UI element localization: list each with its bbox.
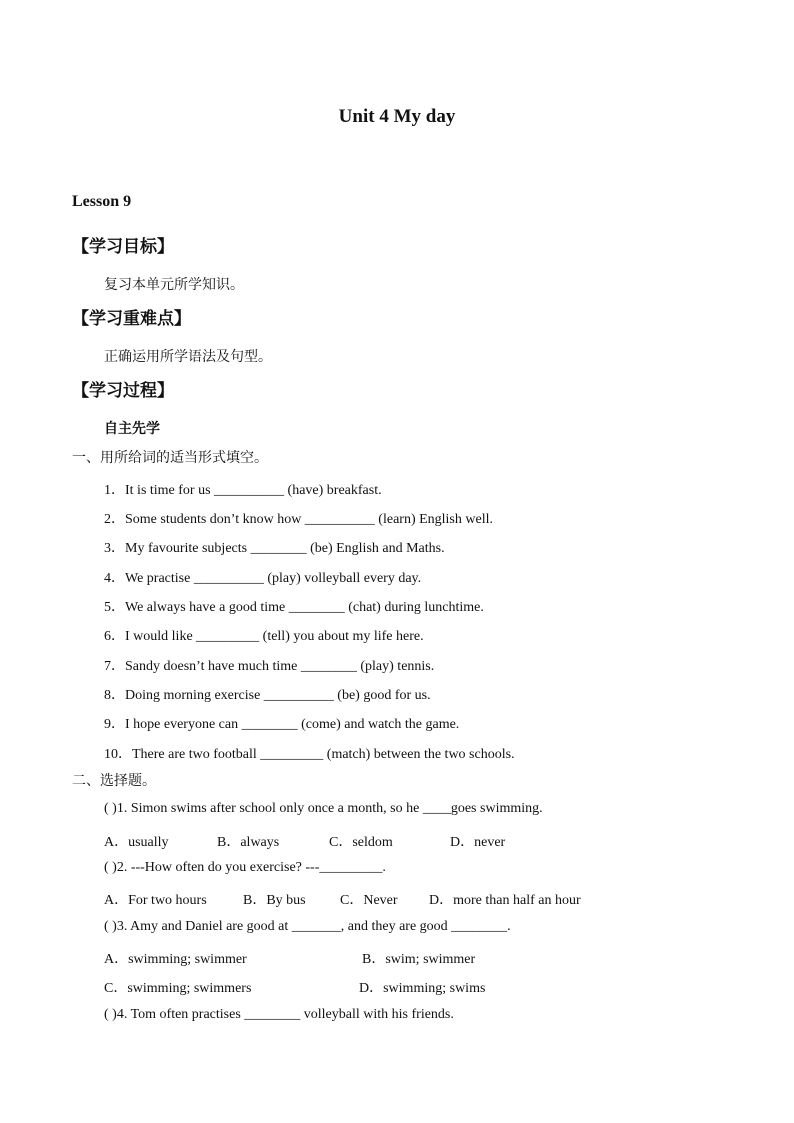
lesson-heading: Lesson 9	[72, 193, 132, 210]
fill-blank-item: 5．We always have a good time ________ (chat) during lunchtime.	[104, 600, 484, 615]
question-4: ( )4. Tom often practises ________ volleyball with his friends.	[104, 1007, 454, 1022]
self-study-heading: 自主先学	[104, 421, 160, 437]
section-heading-key-points: 【学习重难点】	[72, 309, 191, 329]
q3-option-a: A．swimming; swimmer	[104, 952, 247, 967]
fill-blank-item: 1．It is time for us __________ (have) breakfast.	[104, 483, 382, 498]
q2-option-a: A．For two hours	[104, 893, 207, 908]
fill-blank-item: 10．There are two football _________ (match) between the two schools.	[104, 747, 515, 762]
q2-option-b: B．By bus	[243, 893, 306, 908]
part1-heading: 一、用所给词的适当形式填空。	[72, 450, 268, 466]
q2-option-c: C．Never	[340, 893, 398, 908]
section-heading-process: 【学习过程】	[72, 381, 174, 401]
fill-blank-item: 7．Sandy doesn’t have much time ________ (play) tennis.	[104, 659, 435, 674]
fill-blank-item: 8．Doing morning exercise __________ (be) good for us.	[104, 688, 431, 703]
q3-option-d: D．swimming; swims	[359, 981, 486, 996]
fill-blank-item: 6．I would like _________ (tell) you about my life here.	[104, 629, 424, 644]
q1-option-c: C．seldom	[329, 835, 393, 850]
q1-option-a: A．usually	[104, 835, 169, 850]
document-title: Unit 4 My day	[338, 106, 456, 127]
question-3: ( )3. Amy and Daniel are good at _______, and they are good ________.	[104, 919, 511, 934]
q2-option-d: D．more than half an hour	[429, 893, 581, 908]
fill-blank-item: 2．Some students don’t know how __________ (learn) English well.	[104, 512, 493, 527]
fill-blank-item: 4．We practise __________ (play) volleyball every day.	[104, 571, 422, 586]
q1-option-b: B．always	[217, 835, 280, 850]
question-1: ( )1. Simon swims after school only once a month, so he ____goes swimming.	[104, 801, 543, 816]
q1-option-d: D．never	[450, 835, 506, 850]
objectives-text: 复习本单元所学知识。	[104, 277, 244, 293]
fill-blank-item: 9．I hope everyone can ________ (come) and watch the game.	[104, 717, 460, 732]
section-heading-objectives: 【学习目标】	[72, 237, 174, 257]
q3-option-c: C．swimming; swimmers	[104, 981, 252, 996]
key-points-text: 正确运用所学语法及句型。	[104, 349, 272, 365]
q3-option-b: B．swim; swimmer	[362, 952, 476, 967]
fill-blank-item: 3．My favourite subjects ________ (be) English and Maths.	[104, 541, 445, 556]
part2-heading: 二、选择题。	[72, 773, 156, 789]
question-2: ( )2. ---How often do you exercise? ---_________.	[104, 860, 386, 875]
